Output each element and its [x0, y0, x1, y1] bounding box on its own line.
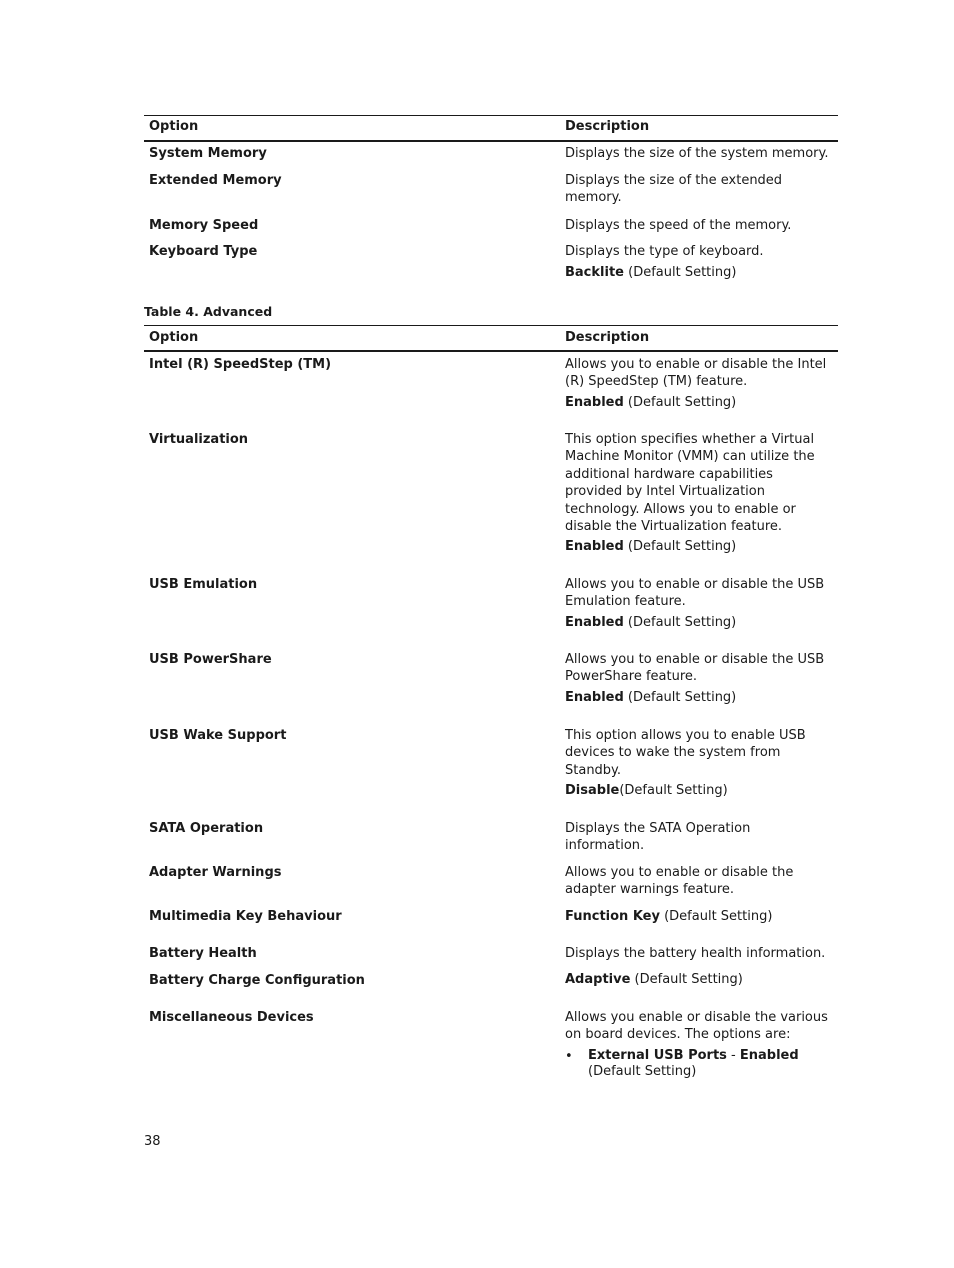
- setting-value: Enabled: [565, 539, 624, 554]
- description-line: Displays the speed of the memory.: [565, 218, 792, 233]
- description-line: Machine Monitor (VMM) can utilize the: [565, 449, 815, 465]
- table3-description-keyboard-type: [565, 243, 837, 260]
- table4-description-usb-emulation: [565, 576, 837, 611]
- table4-option-usb-wake-support: USB Wake Support: [149, 728, 287, 743]
- table3-top-rule: [144, 115, 838, 116]
- table4-option-usb-emulation: USB Emulation: [149, 577, 258, 592]
- table4-description-miscellaneous-devices: [565, 1009, 837, 1044]
- setting-value: Adaptive: [565, 972, 631, 987]
- table3-option-system-memory: System Memory: [149, 146, 267, 161]
- description-line: memory.: [565, 190, 622, 206]
- description-line: Displays the type of keyboard.: [565, 244, 764, 259]
- table3-setting-keyboard-type: [565, 264, 837, 281]
- table4-option-battery-charge-configuration: Battery Charge Configuration: [149, 973, 365, 988]
- table4-setting-battery-charge-configuration: [565, 971, 837, 988]
- description-line: Displays the SATA Operation: [565, 821, 751, 836]
- setting-suffix: (Default Setting): [623, 615, 737, 630]
- table4-description-adapter-warnings: [565, 864, 837, 899]
- description-line: adapter warnings feature.: [565, 882, 735, 898]
- table4-setting-multimedia-key-behaviour: [565, 908, 837, 925]
- table4-option-sata-operation: SATA Operation: [149, 821, 264, 836]
- table4-caption: Table 4. Advanced: [144, 304, 273, 319]
- table4-header-rule: [144, 350, 838, 352]
- description-line: (R) SpeedStep (TM) feature.: [565, 374, 748, 390]
- table3-header-option: Option: [149, 119, 199, 134]
- description-line: Allows you to enable or disable the: [565, 865, 794, 880]
- description-line: technology. Allows you to enable or: [565, 501, 796, 517]
- description-line: PowerShare feature.: [565, 669, 698, 685]
- description-line: Allows you to enable or disable the USB: [565, 577, 825, 592]
- description-line: Displays the size of the extended: [565, 173, 783, 188]
- setting-value: Disable: [565, 783, 620, 798]
- description-line: Displays the size of the system memory.: [565, 146, 829, 161]
- table4-setting-usb-wake-support: [565, 782, 837, 799]
- description-line: provided by Intel Virtualization: [565, 484, 765, 500]
- table4-option-intel-speedstep: Intel (R) SpeedStep (TM): [149, 357, 332, 372]
- description-line: devices to wake the system from: [565, 745, 781, 761]
- bullet-item-value: Enabled: [739, 1048, 799, 1063]
- description-line: Displays the battery health information.: [565, 946, 826, 961]
- table4-setting-virtualization: [565, 538, 837, 555]
- setting-value: Function Key: [565, 909, 660, 924]
- table4-description-sata-operation: [565, 820, 837, 855]
- description-line: additional hardware capabilities: [565, 466, 773, 482]
- table3-description-extended-memory: [565, 172, 837, 207]
- table4-setting-intel-speedstep: [565, 394, 837, 411]
- table3-option-memory-speed: Memory Speed: [149, 218, 259, 233]
- table3-description-system-memory: [565, 145, 837, 162]
- setting-value: Enabled: [565, 615, 624, 630]
- description-line: Standby.: [565, 762, 622, 778]
- bullet-item-name: External USB Ports: [588, 1048, 727, 1063]
- description-line: disable the Virtualization feature.: [565, 519, 783, 535]
- setting-suffix: (Default Setting): [630, 972, 743, 987]
- table4-top-rule: [144, 325, 838, 326]
- description-line: information.: [565, 838, 645, 854]
- setting-value: Backlite: [565, 265, 624, 280]
- setting-suffix: (Default Setting): [659, 909, 773, 924]
- description-line: This option allows you to enable USB: [565, 728, 806, 743]
- bullet-item-suffix: (Default Setting): [588, 1063, 697, 1079]
- bullet-item-separator: -: [726, 1048, 740, 1063]
- setting-suffix: (Default Setting): [623, 690, 737, 705]
- table4-description-battery-health: [565, 945, 837, 962]
- table4-option-adapter-warnings: Adapter Warnings: [149, 865, 282, 880]
- table3-description-memory-speed: [565, 217, 837, 234]
- table3-option-extended-memory: Extended Memory: [149, 173, 282, 188]
- table4-description-intel-speedstep: [565, 356, 837, 391]
- bullet-icon: •: [565, 1049, 573, 1064]
- table4-description-usb-wake-support: [565, 727, 837, 779]
- table4-description-usb-powershare: [565, 651, 837, 686]
- table3-header-rule: [144, 140, 838, 142]
- table4-option-multimedia-key-behaviour: Multimedia Key Behaviour: [149, 909, 342, 924]
- table4-option-battery-health: Battery Health: [149, 946, 257, 961]
- description-line: Allows you to enable or disable the Intel: [565, 357, 827, 372]
- table4-option-usb-powershare: USB PowerShare: [149, 652, 272, 667]
- table4-header-description: Description: [565, 330, 650, 345]
- description-line: Emulation feature.: [565, 594, 686, 610]
- setting-suffix: (Default Setting): [623, 539, 737, 554]
- description-line: on board devices. The options are:: [565, 1027, 791, 1043]
- table3-header-description: Description: [565, 119, 650, 134]
- table4-setting-usb-powershare: [565, 689, 837, 706]
- description-line: Allows you to enable or disable the USB: [565, 652, 825, 667]
- table4-option-virtualization: Virtualization: [149, 432, 249, 447]
- description-line: Allows you enable or disable the various: [565, 1010, 828, 1025]
- table4-option-miscellaneous-devices: Miscellaneous Devices: [149, 1010, 314, 1025]
- setting-value: Enabled: [565, 395, 624, 410]
- table4-header-option: Option: [149, 330, 199, 345]
- page-number: 38: [144, 1134, 161, 1149]
- setting-suffix: (Default Setting): [623, 265, 737, 280]
- table4-setting-usb-emulation: [565, 614, 837, 631]
- table4-description-virtualization: [565, 431, 837, 535]
- description-line: This option specifies whether a Virtual: [565, 432, 815, 447]
- setting-suffix: (Default Setting): [623, 395, 737, 410]
- setting-suffix: (Default Setting): [619, 783, 728, 798]
- table3-option-keyboard-type: Keyboard Type: [149, 244, 258, 259]
- misc-bullet-item: [588, 1048, 838, 1079]
- setting-value: Enabled: [565, 690, 624, 705]
